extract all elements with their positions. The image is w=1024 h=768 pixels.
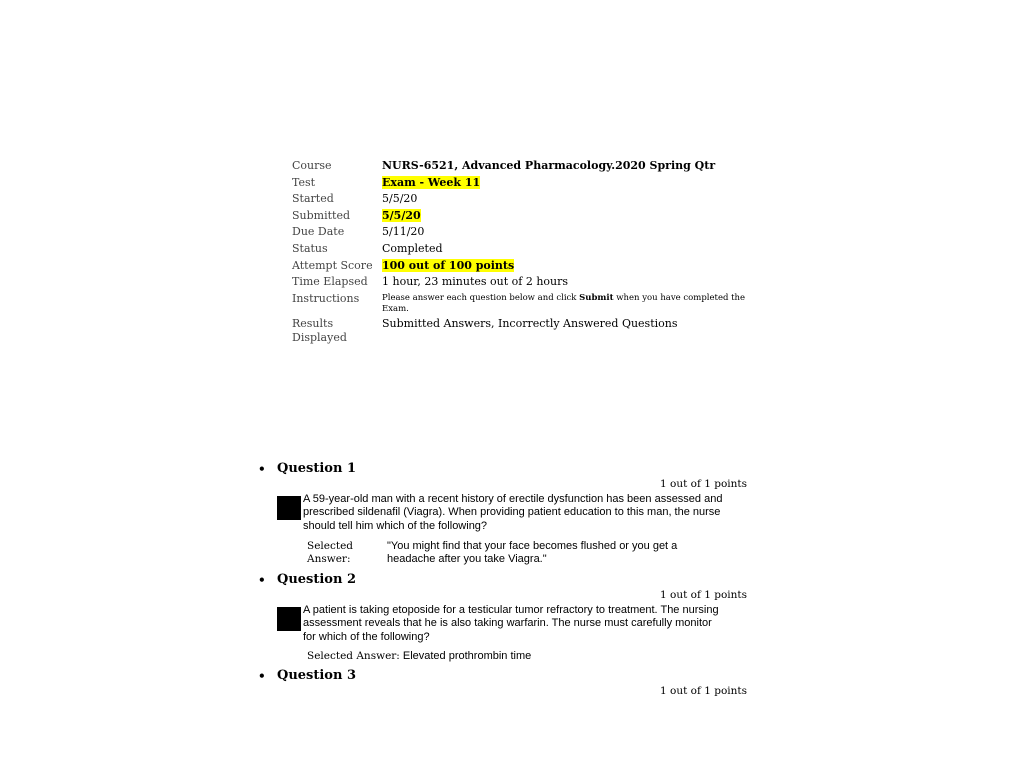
instructions-row (292, 291, 752, 316)
submit-keyword: Submit (579, 292, 614, 303)
bullet: • (258, 573, 266, 587)
submitted-row (292, 208, 752, 225)
attempt-score-value: 100 out of 100 points (382, 258, 515, 272)
question-3-title-text: Question 3 (277, 668, 357, 683)
test-label: Test (292, 175, 316, 189)
time-elapsed-label: Time Elapsed (292, 275, 368, 289)
question-3-points: 1 out of 1 points (660, 685, 747, 697)
status-row (292, 241, 752, 258)
status-square-icon (277, 607, 301, 631)
status-value: Completed (382, 241, 443, 255)
selected-answer-label: Selected Answer: (307, 649, 400, 662)
selected-answer-label: Selected Answer: (307, 539, 354, 565)
question-1-title (256, 461, 756, 477)
instructions-label: Instructions (292, 291, 360, 305)
question-2-body (256, 604, 723, 644)
question-1-text: A 59-year-old man with a recent history of erectile dysfunction has been assessed and prescribed sildenafil (Viagra). When providing patient education to this man, the nurse should tell him which of the following? (303, 493, 723, 532)
attempt-score-row (292, 258, 752, 275)
attempt-score-label: Attempt Score (292, 258, 373, 272)
question-1-body (256, 493, 723, 533)
bullet: • (258, 669, 266, 683)
test-row (292, 175, 752, 192)
question-1 (256, 461, 756, 566)
question-1-selected-answer: "You might find that your face becomes flushed or you get a headache after you take Viagra." (387, 539, 678, 565)
started-label: Started (292, 192, 334, 206)
question-2-title (256, 572, 756, 588)
question-2-answer (303, 650, 756, 662)
results-displayed-row (292, 316, 752, 346)
submitted-value: 5/5/20 (382, 208, 421, 222)
question-2-title-text: Question 2 (277, 572, 357, 587)
question-2 (256, 572, 756, 662)
question-2-text: A patient is taking etoposide for a testicular tumor refractory to treatment. The nursing assessment reveals that he is also taking warfarin. The nurse must carefully monitor for which of the following? (303, 604, 719, 643)
started-row (292, 191, 752, 208)
started-value: 5/5/20 (382, 192, 418, 206)
status-label: Status (292, 241, 328, 255)
instructions-text: Please answer each question below and click Submit when you have completed the Exam. (382, 292, 746, 314)
course-value: NURS-6521, Advanced Pharmacology.2020 Spring Qtr (382, 159, 716, 172)
question-2-selected-answer: Elevated prothrombin time (402, 649, 532, 662)
question-2-points: 1 out of 1 points (660, 589, 747, 601)
bullet: • (258, 462, 266, 476)
question-1-answer (303, 540, 756, 566)
question-3 (256, 668, 756, 698)
results-displayed-value: Submitted Answers, Incorrectly Answered Questions (382, 316, 678, 330)
question-1-points: 1 out of 1 points (660, 478, 747, 490)
question-1-title-text: Question 1 (277, 461, 357, 476)
test-value: Exam - Week 11 (382, 175, 481, 189)
due-date-value: 5/11/20 (382, 225, 425, 239)
attempt-summary (292, 158, 752, 346)
submitted-label: Submitted (292, 208, 351, 222)
course-label: Course (292, 159, 332, 172)
results-displayed-label: Results Displayed (292, 316, 347, 344)
time-elapsed-value: 1 hour, 23 minutes out of 2 hours (382, 275, 569, 289)
status-square-icon (277, 496, 301, 520)
time-elapsed-row (292, 274, 752, 291)
question-3-title (256, 668, 756, 684)
course-row (292, 158, 752, 175)
due-date-label: Due Date (292, 225, 345, 239)
due-date-row (292, 224, 752, 241)
